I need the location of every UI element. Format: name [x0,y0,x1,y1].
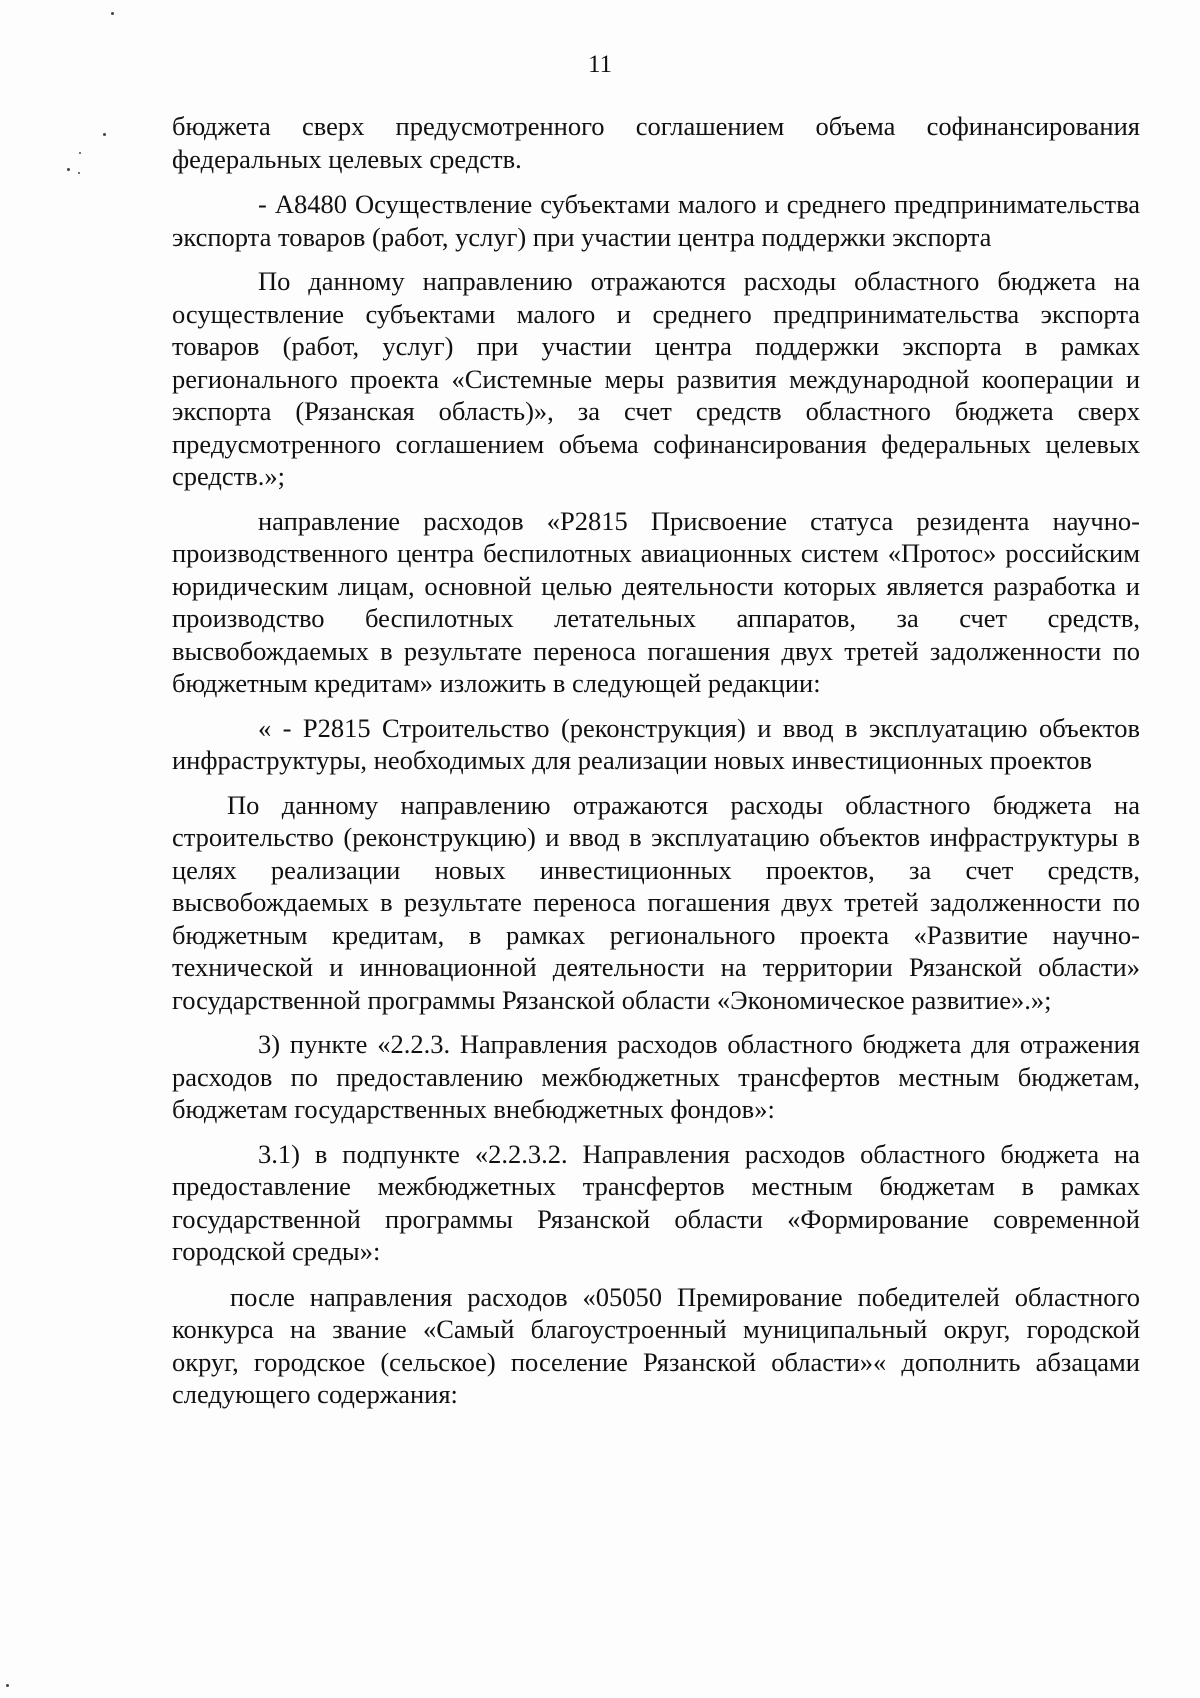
page-number: 11 [587,51,613,78]
scan-speck [111,12,114,15]
paragraph: По данному направлению отражаются расходы областного бюджета на строительство (реконструкцию) и ввод в эксплуатацию объектов инфраструктуры в целях реализации новых инвестиционных проектов, за счет средств, высвобождаемых в результате переноса погашения двух третей задолженности по бюджетным кредитам, в рамках регионального проекта «Развитие научно-технической и инновационной деятельности на территории Рязанской области» государственной программы Рязанской области «Экономическое развитие».»; [172,789,1140,1015]
paragraph: По данному направлению отражаются расходы областного бюджета на осуществление субъектами малого и среднего предпринимательства экспорта товаров (работ, услуг) при участии центра поддержки экспорта в рамках регионального проекта «Системные меры развития международной кооперации и экспорта (Рязанская область)», за счет средств областного бюджета сверх предусмотренного соглашением объема софинансирования федеральных целевых средств.»; [172,266,1140,491]
paragraph: « - Р2815 Строительство (реконструкция) и ввод в эксплуатацию объектов инфраструктуры, необходимых для реализации новых инвестиционных проектов [172,712,1140,775]
paragraph: после направления расходов «05050 Премирование победителей областного конкурса на звание «Самый благоустроенный муниципальный округ, городской округ, городское (сельское) поселение Рязанской области»« дополнить абзацами следующего содержания: [172,1281,1140,1409]
paragraph: 3.1) в подпункте «2.2.3.2. Направления расходов областного бюджета на предоставление межбюджетных трансфертов местным бюджетам в рамках государственной программы Рязанской области «Формирование современной городской среды»: [172,1138,1140,1266]
scan-speck [79,152,81,154]
paragraph: 3) пункте «2.2.3. Направления расходов областного бюджета для отражения расходов по предоставлению межбюджетных трансфертов местным бюджетам, бюджетам государственных внебюджетных фондов»: [172,1029,1140,1124]
paragraph: бюджета сверх предусмотренного соглашением объема софинансирования федеральных целевых средств. [172,111,1140,174]
scan-speck [78,172,80,174]
scan-speck [67,168,70,171]
scan-speck [6,1684,9,1687]
paragraph: направление расходов «Р2815 Присвоение статуса резидента научно-производственного центра беспилотных авиационных систем «Протос» российским юридическим лицам, основной целью деятельности которых является разработка и производство беспилотных летательных аппаратов, за счет средств, высвобождаемых в результате переноса погашения двух третей задолженности по бюджетным кредитам» изложить в следующей редакции: [172,505,1140,698]
scan-speck [103,133,106,136]
paragraph: - А8480 Осуществление субъектами малого и среднего предпринимательства экспорта товаров (работ, услуг) при участии центра поддержки экспорта [172,189,1140,252]
document-body [172,110,1140,1411]
